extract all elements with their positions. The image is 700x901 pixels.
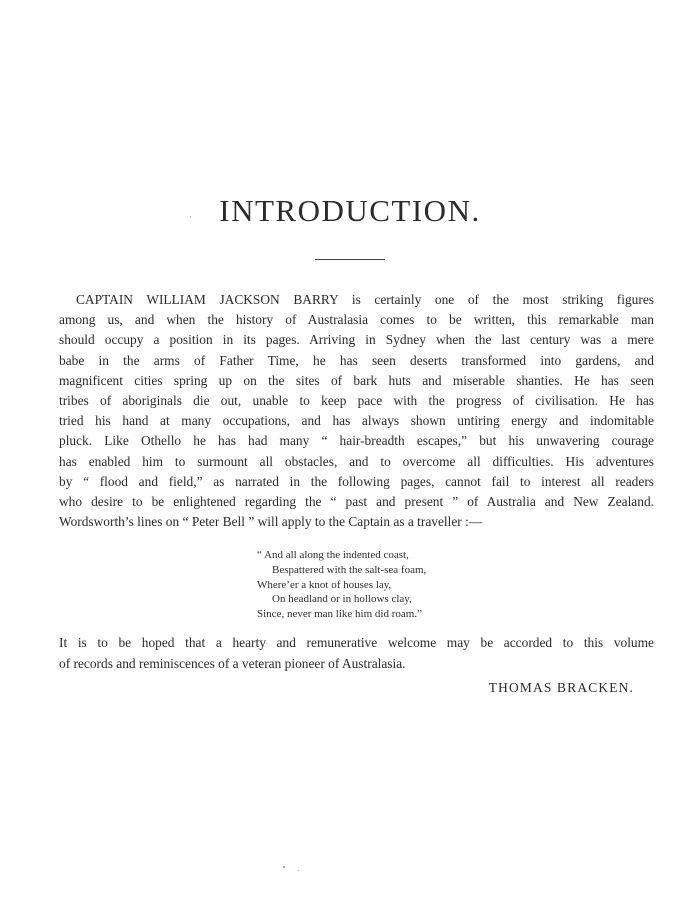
author-signature: THOMAS BRACKEN. xyxy=(488,680,634,695)
paragraph-line: babe in the arms of Father Time, he has seen deserts transformed into gardens, and xyxy=(59,352,654,368)
paragraph-line: tried his hand at many occupations, and has always shown untiring energy and indomitable xyxy=(59,413,654,429)
paper-speck xyxy=(298,870,299,871)
paper-speck xyxy=(283,866,285,868)
verse-line: On headland or in hollows clay, xyxy=(272,593,412,606)
closing-paragraph xyxy=(59,632,654,674)
paragraph-line: Wordsworth’s lines on “ Peter Bell ” will apply to the Captain as a traveller :— xyxy=(59,514,483,530)
paragraph-line: among us, and when the history of Australasia comes to be written, this remarkable man xyxy=(59,312,654,328)
paragraph-line: magnificent cities spring up on the sites of bark huts and miserable shanties. He has seen xyxy=(59,372,654,388)
introduction-paragraph xyxy=(59,290,654,532)
paragraph-line: who desire to be enlightened regarding the “ past and present ” of Australia and New Zealand. xyxy=(59,494,654,510)
paper-speck xyxy=(190,216,191,217)
paragraph-line: of records and reminiscences of a veteran pioneer of Australasia. xyxy=(59,656,406,671)
paragraph-line: has enabled him to surmount all obstacles, and to overcome all difficulties. His adventures xyxy=(59,453,654,469)
paragraph-line: tribes of aboriginals die out, unable to keep pace with the progress of civilisation. He has xyxy=(59,393,654,409)
paragraph-line: should occupy a position in its pages. Arriving in Sydney when the last century was a mere xyxy=(59,332,654,348)
title-divider xyxy=(315,259,385,260)
paragraph-line: by “ flood and field,” as narrated in the following pages, cannot fail to interest all readers xyxy=(59,473,654,489)
verse-line: Bespattered with the salt-sea foam, xyxy=(272,563,427,576)
verse-line: “ And all along the indented coast, xyxy=(257,549,409,561)
paragraph-line: It is to be hoped that a hearty and remunerative welcome may be accorded to this volume xyxy=(59,635,654,650)
paragraph-line: pluck. Like Othello he has had many “ hair-breadth escapes,” but his unwavering courage xyxy=(59,433,654,449)
verse-line: Since, never man like him did roam.” xyxy=(257,608,422,621)
paragraph-line: CAPTAIN WILLIAM JACKSON BARRY is certainly one of the most striking figures xyxy=(76,292,654,307)
verse-quotation xyxy=(257,548,426,622)
page-title: INTRODUCTION. xyxy=(219,193,481,228)
verse-line: Where’er a knot of houses lay, xyxy=(257,578,392,591)
